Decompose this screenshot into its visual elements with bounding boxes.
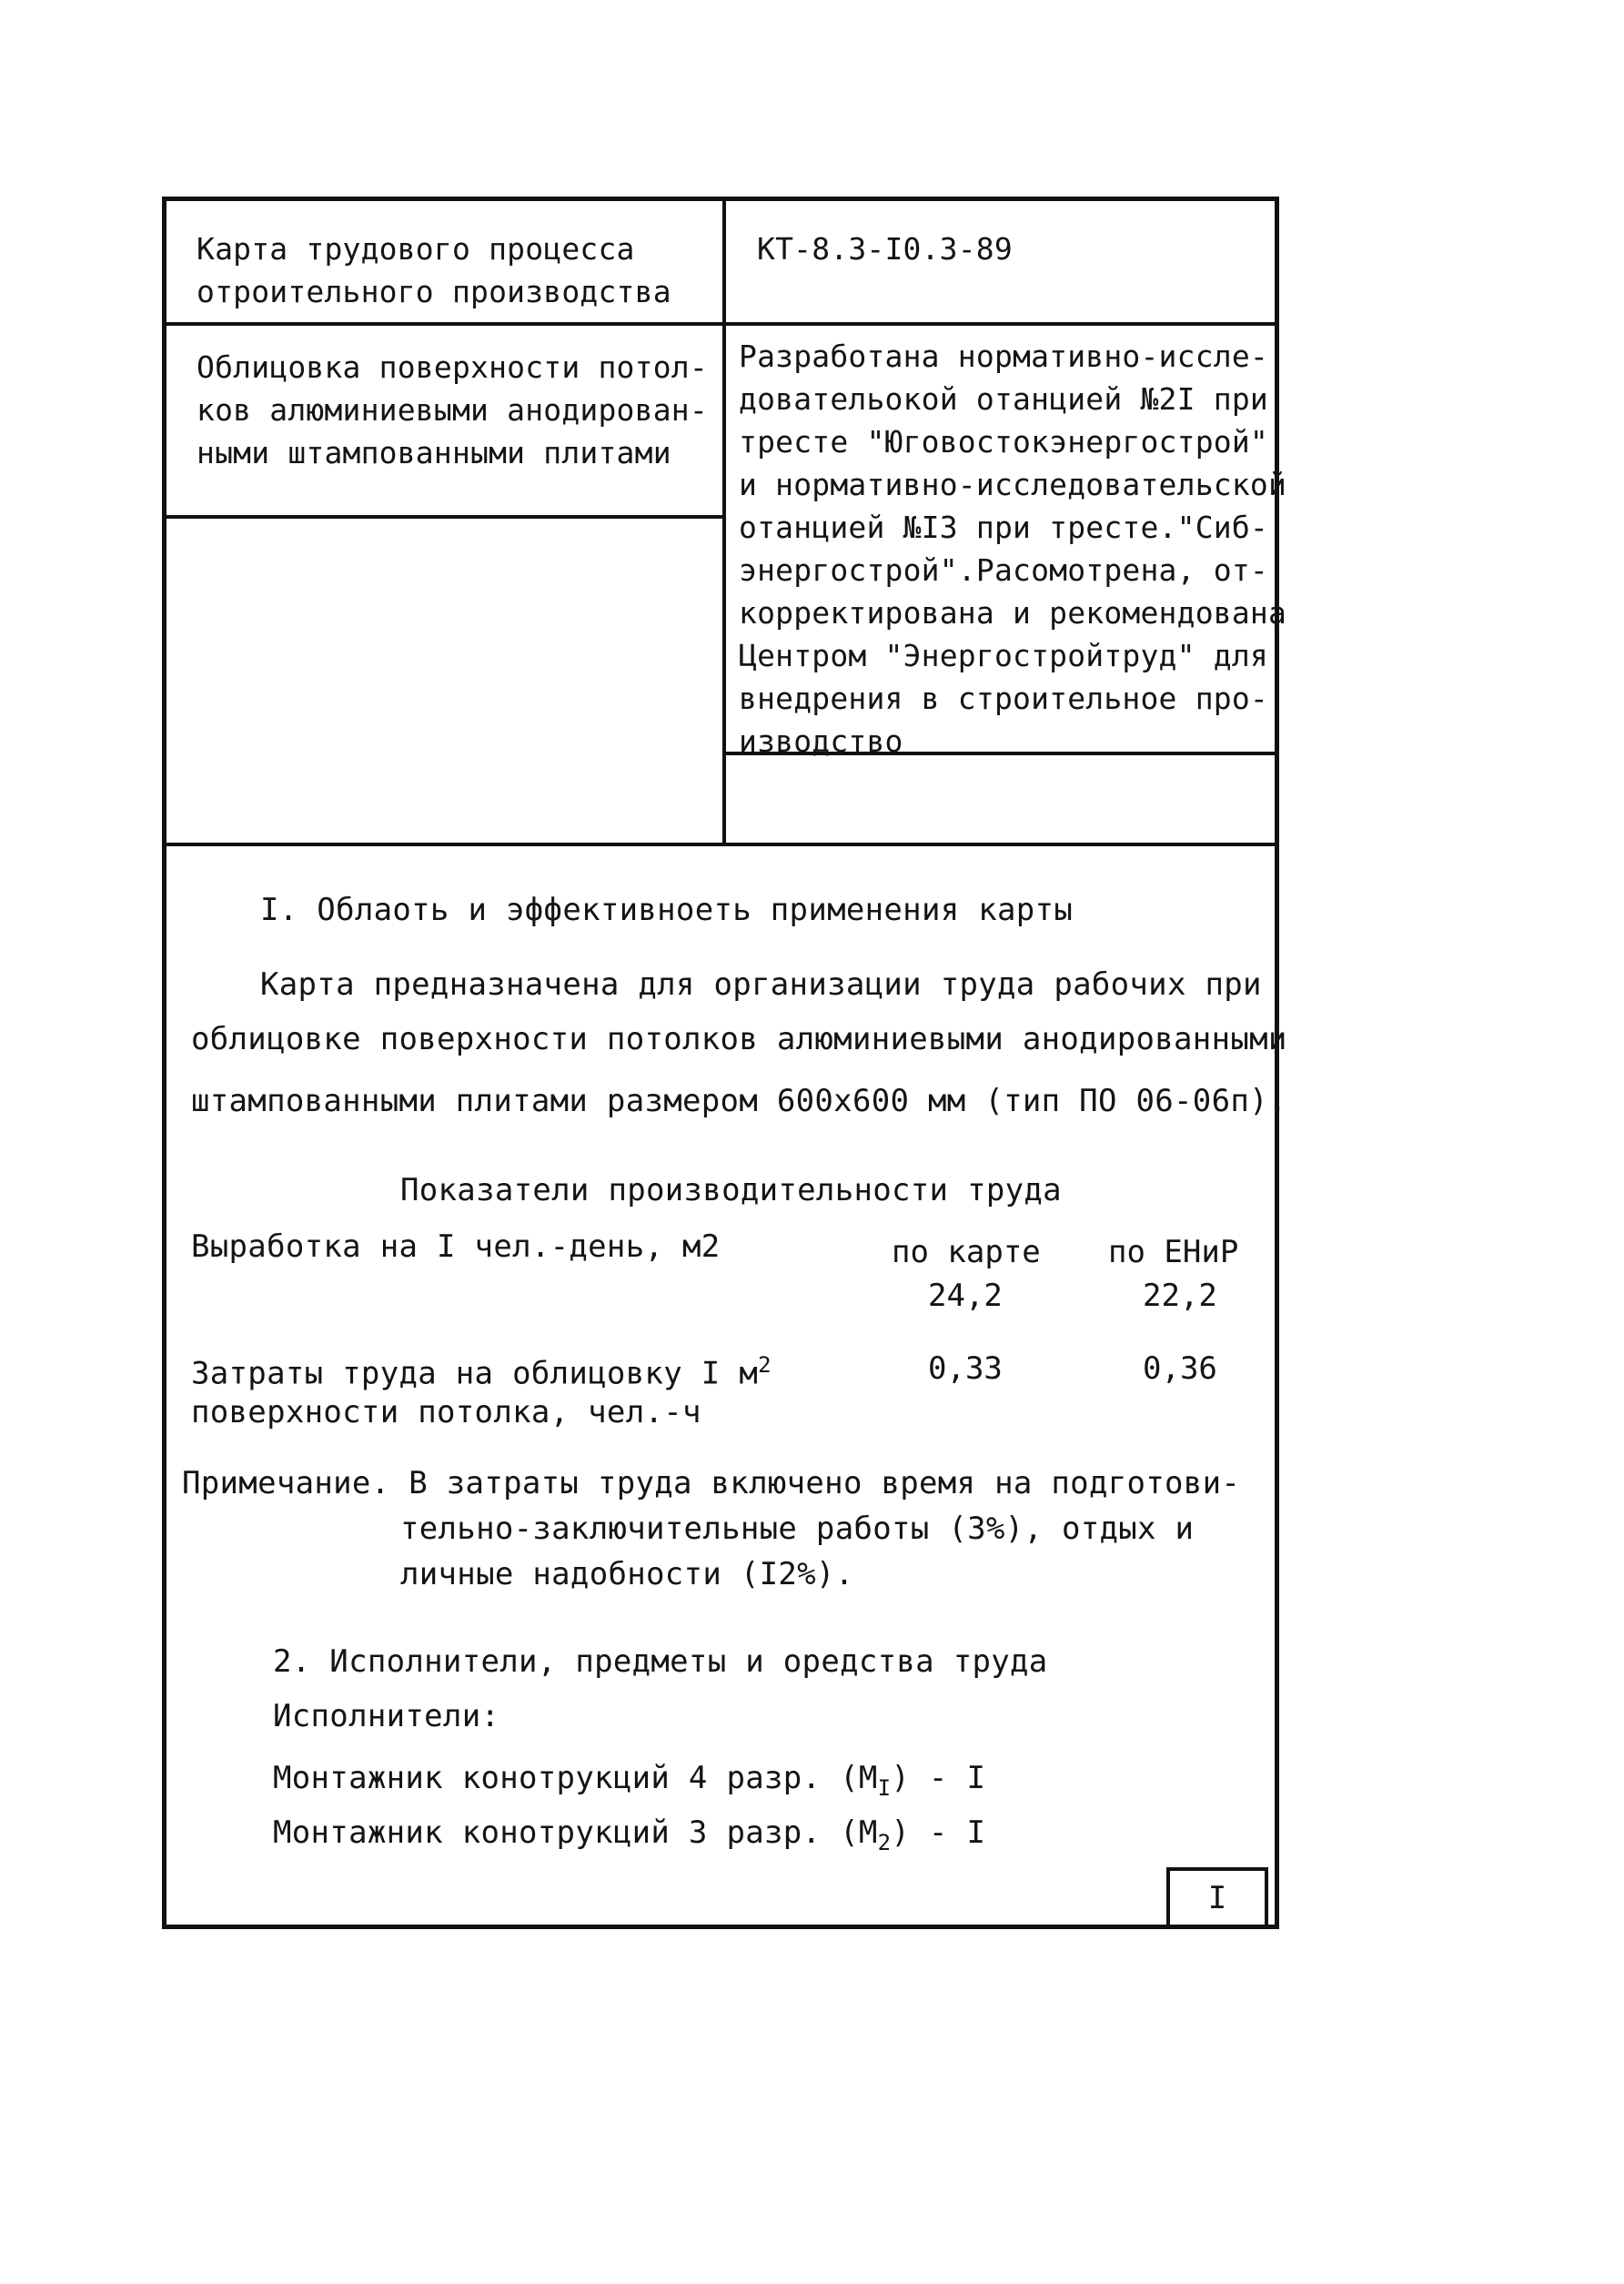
page-number: I <box>1166 1867 1268 1929</box>
section1-heading: I. Облаоть и эффективноеть применения карты <box>260 892 1074 928</box>
note-line1: Примечание. В затраты труда включено время на подготови- <box>182 1465 1241 1501</box>
section1-para-line2: облицовке поверхности потолков алюминиевыми анодированными <box>191 1021 1287 1057</box>
row2-superscript: 2 <box>758 1352 772 1378</box>
worker2-text: Монтажник конотрукций 3 разр. (М <box>273 1814 878 1851</box>
header-bottom-line <box>162 843 1279 846</box>
worker1-subscript: I <box>877 1774 892 1801</box>
performers-label: Исполнители: <box>273 1698 500 1734</box>
row2-enir-value: 0,36 <box>1143 1350 1217 1387</box>
row1-card-value: 24,2 <box>928 1278 1003 1314</box>
developer-info: Разработана нормативно-иссле- довательокой отанцией №2I при тресте "Юговостокэнергострой" и нормативно-исследовательской отанцией №I3 при тресте."Сиб- энергострой".Расомотрена, от- корректирована и рекомендована Центром "Энергостройтруд" для внедрения в строительное про- изводство <box>739 339 1287 759</box>
row2-label-line2: поверхности потолка, чел.-ч <box>191 1394 701 1430</box>
worker1 <box>273 1756 985 1810</box>
worker2-subscript: 2 <box>877 1829 892 1855</box>
worker2 <box>273 1811 985 1865</box>
note-line3: личные надобности (I2%). <box>400 1556 854 1592</box>
row2-label-text: Затраты труда на облицовку I м <box>191 1355 759 1392</box>
card-type-label: Карта трудового процесса отроительного производства <box>197 231 671 309</box>
row1-enir-value: 22,2 <box>1143 1278 1217 1314</box>
note-line2: тельно-заключительные работы (3%), отдых и <box>400 1511 1195 1547</box>
header-line-left <box>162 515 724 519</box>
header-line-1 <box>162 322 1279 326</box>
worker1-count: ) - I <box>891 1760 986 1796</box>
row1-label: Выработка на I чел.-день, м2 <box>191 1228 721 1265</box>
section1-para-line3: штампованными плитами размером 600х600 мм (тип ПО 06-06п). <box>191 1083 1287 1119</box>
col-enir-header: по ЕНиР <box>1108 1234 1239 1270</box>
card-code: КТ-8.3-I0.3-89 <box>757 231 1013 267</box>
worker2-count: ) - I <box>891 1814 986 1851</box>
section2-heading: 2. Исполнители, предметы и оредства труда <box>273 1643 1048 1680</box>
header-divider-vertical <box>722 197 726 844</box>
col-card-header: по карте <box>892 1234 1041 1270</box>
row2-card-value: 0,33 <box>928 1350 1003 1387</box>
row2-label <box>191 1343 772 1395</box>
process-title: Облицовка поверхности потол- ков алюминиевыми анодирован- ными штампованными плитами <box>197 349 708 470</box>
worker1-text: Монтажник конотрукций 4 разр. (М <box>273 1760 878 1796</box>
section1-para-line1: Карта предназначена для организации труда рабочих при <box>260 966 1262 1003</box>
indicators-title: Показатели производительности труда <box>400 1172 1062 1208</box>
